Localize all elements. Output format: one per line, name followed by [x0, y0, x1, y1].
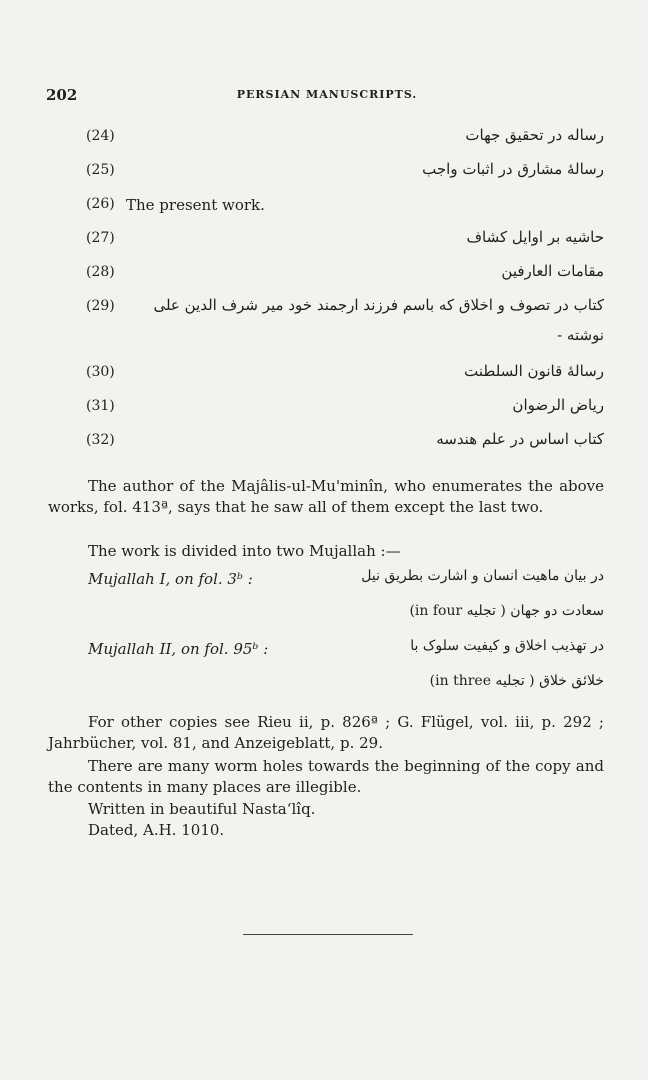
item-number: (26) — [86, 196, 115, 212]
persian-title: حاشیه بر اوایل کشاف — [466, 228, 604, 246]
mujallah-2-persian-continued: خلائق خلاق ( تجلیه in three) — [429, 673, 604, 689]
persian-title: رسالهٔ مشارق در اثبات واجب — [422, 160, 604, 178]
list-item — [86, 360, 604, 394]
list-item — [86, 124, 604, 158]
references-paragraph: For other copies see Rieu ii, p. 826ª ; G. Flügel, vol. iii, p. 292 ; Jahrbücher, vol. 81, and Anzeigeblatt, p. 29. — [48, 713, 604, 752]
item-number: (32) — [86, 432, 115, 448]
list-item — [86, 294, 604, 360]
script-paragraph: Written in beautiful Nastaʻlîq. — [88, 800, 316, 818]
list-item — [86, 428, 604, 462]
persian-title: کتاب اساس در علم هندسه — [436, 430, 604, 448]
condition-paragraph: There are many worm holes towards the beginning of the copy and the contents in many places are illegible. — [48, 757, 604, 796]
persian-title: مقامات العارفین — [501, 262, 604, 280]
mujallah-1-label: Mujallah I, on fol. 3ᵇ : — [88, 570, 253, 588]
mujallah-2-row — [88, 636, 604, 666]
page-number: 202 — [46, 86, 78, 104]
works-list — [86, 124, 604, 462]
item-number: (24) — [86, 128, 115, 144]
running-title: PERSIAN MANUSCRIPTS. — [236, 88, 418, 101]
persian-title: رساله در تحقیق جهات — [465, 126, 604, 144]
mujallah-1-row-continued — [88, 601, 604, 631]
item-number: (31) — [86, 398, 115, 414]
page-header — [46, 86, 608, 106]
list-item — [86, 394, 604, 428]
mujallah-1-persian-continued: سعادت دو جهان ( تجلیه in four) — [409, 603, 604, 619]
item-number: (29) — [86, 298, 115, 314]
persian-title: ریاض الرضوان — [512, 396, 604, 414]
date-paragraph: Dated, A.H. 1010. — [88, 821, 225, 839]
mujallah-2-row-continued — [88, 671, 604, 701]
mujallah-2-persian: در تهذیب اخلاق و کیفیت سلوک با — [410, 638, 604, 654]
mujallah-1-row — [88, 566, 604, 596]
author-paragraph: The author of the Majâlis-ul-Mu'minîn, who enumerates the above works, fol. 413ª, says that he saw all of them except the last two. — [48, 477, 604, 516]
english-title: The present work. — [126, 196, 265, 214]
list-item — [86, 192, 604, 226]
list-item — [86, 226, 604, 260]
end-rule — [243, 934, 413, 935]
persian-title: رسالهٔ قانون السلطنت — [464, 362, 604, 380]
list-item — [86, 260, 604, 294]
item-number: (30) — [86, 364, 115, 380]
persian-title: کتاب در تصوف و اخلاق که باسم فرزند ارجمند خود میر شرف الدین علی — [153, 296, 604, 314]
persian-title-continued: نوشته - — [557, 326, 604, 344]
mujallah-1-persian: در بیان ماهیت انسان و اشارت بطریق نیل — [361, 568, 604, 584]
item-number: (25) — [86, 162, 115, 178]
division-paragraph: The work is divided into two Mujallah :— — [88, 542, 401, 560]
item-number: (28) — [86, 264, 115, 280]
mujallah-2-label: Mujallah II, on fol. 95ᵇ : — [88, 640, 269, 658]
list-item — [86, 158, 604, 192]
item-number: (27) — [86, 230, 115, 246]
